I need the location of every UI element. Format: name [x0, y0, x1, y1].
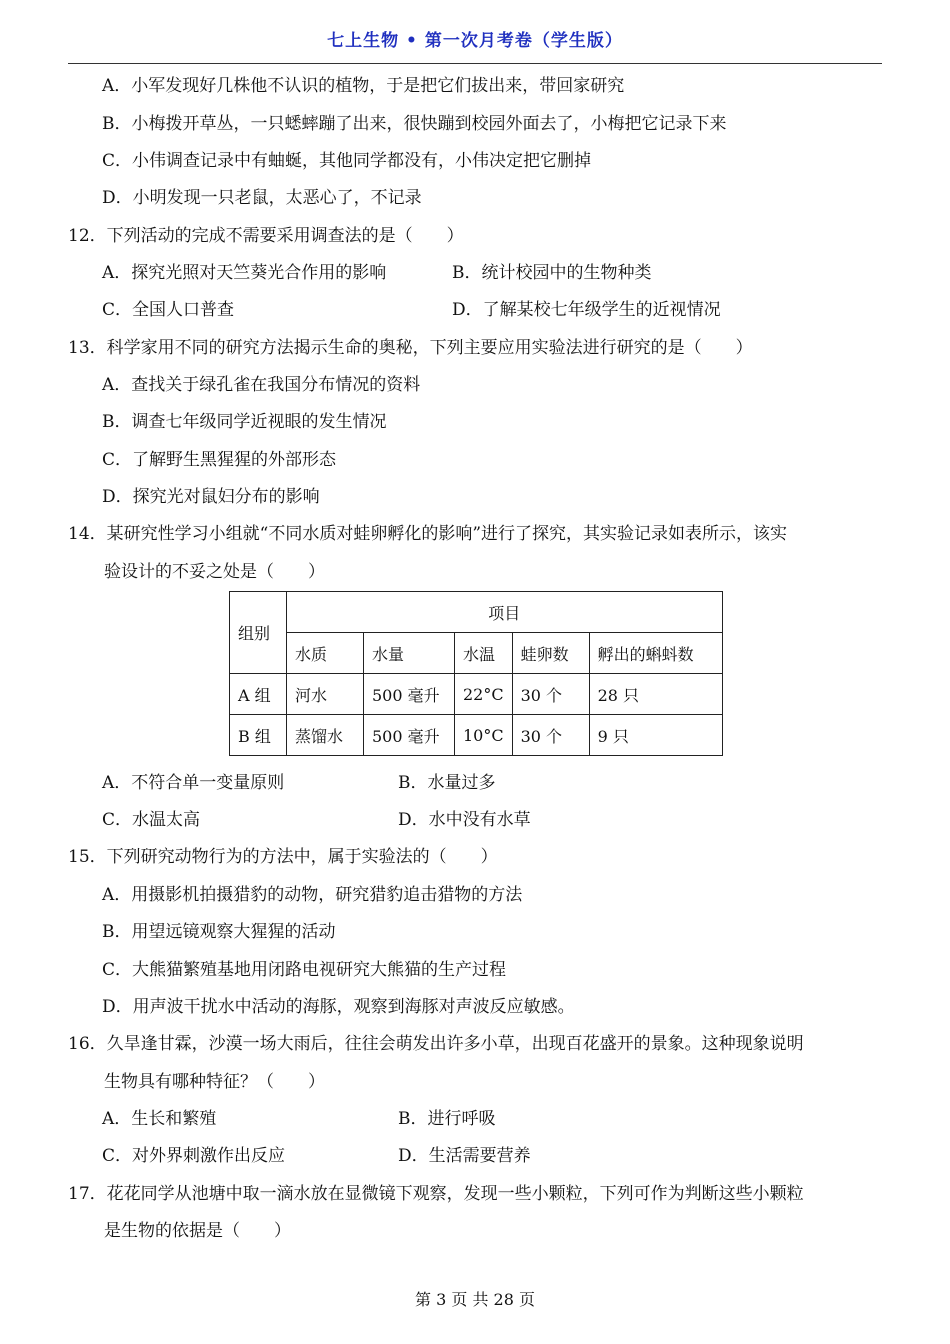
q13-stem: 13．科学家用不同的研究方法揭示生命的奥秘，下列主要应用实验法进行研究的是（ ） [68, 338, 753, 358]
q11-option-c: C．小伟调查记录中有蚰蜒，其他同学都没有，小伟决定把它删掉 [102, 151, 592, 171]
q15-option-c: C．大熊猫繁殖基地用闭路电视研究大熊猫的生产过程 [102, 960, 507, 980]
q15-option-b: B．用望远镜观察大猩猩的活动 [102, 922, 336, 942]
q14-option-a: A．不符合单一变量原则 [102, 773, 285, 793]
q13-option-b: B．调查七年级同学近视眼的发生情况 [102, 412, 387, 432]
q14-option-d: D．水中没有水草 [398, 810, 531, 830]
table-col-header: 水质 [287, 633, 364, 674]
q15-option-d: D．用声波干扰水中活动的海豚，观察到海豚对声波反应敏感。 [102, 997, 575, 1017]
q12-stem: 12．下列活动的完成不需要采用调查法的是（ ） [68, 226, 464, 246]
q17-stem-line1: 17．花花同学从池塘中取一滴水放在显微镜下观察，发现一些小颗粒，下列可作为判断这些小颗粒 [68, 1184, 804, 1204]
q15-stem: 15．下列研究动物行为的方法中，属于实验法的（ ） [68, 847, 498, 867]
table-cell: 22°C [455, 674, 513, 715]
q11-option-b: B．小梅拨开草丛，一只蟋蟀蹦了出来，很快蹦到校园外面去了，小梅把它记录下来 [102, 114, 727, 134]
q11-option-a: A．小军发现好几株他不认识的植物，于是把它们拔出来，带回家研究 [102, 76, 625, 96]
table-cell: 30 个 [512, 674, 589, 715]
table-col-header: 水温 [455, 633, 513, 674]
q16-stem-line2: 生物具有哪种特征？（ ） [104, 1072, 325, 1092]
q13-option-a: A．查找关于绿孔雀在我国分布情况的资料 [102, 375, 421, 395]
q16-option-a: A．生长和繁殖 [102, 1109, 217, 1129]
q12-option-b: B．统计校园中的生物种类 [452, 263, 652, 283]
q14-option-c: C．水温太高 [102, 810, 201, 830]
q14-stem-line1: 14．某研究性学习小组就“不同水质对蛙卵孵化的影响”进行了探究，其实验记录如表所示，该实 [68, 524, 788, 544]
q16-stem-line1: 16．久旱逢甘霖，沙漠一场大雨后，往往会萌发出许多小草，出现百花盛开的景象。这种现象说明 [68, 1034, 804, 1054]
table-col-header: 水量 [364, 633, 455, 674]
header-divider [68, 63, 882, 64]
table-cell: 蒸馏水 [287, 715, 364, 756]
table-cell: 28 只 [589, 674, 722, 715]
table-header-group: 组别 [230, 592, 287, 674]
table-cell: 10°C [455, 715, 513, 756]
q15-option-a: A．用摄影机拍摄猎豹的动物，研究猎豹追击猎物的方法 [102, 885, 523, 905]
table-col-header: 蛙卵数 [512, 633, 589, 674]
q13-option-d: D．探究光对鼠妇分布的影响 [102, 487, 320, 507]
page-number-footer: 第 3 页 共 28 页 [415, 1290, 535, 1309]
table-cell: 500 毫升 [364, 674, 455, 715]
page-header-title: 七上生物 • 第一次月考卷（学生版） [327, 31, 623, 51]
table-cell: B 组 [230, 715, 287, 756]
q16-option-c: C．对外界刺激作出反应 [102, 1146, 286, 1166]
table-cell: 30 个 [512, 715, 589, 756]
table-cell: 9 只 [589, 715, 722, 756]
table-row [230, 715, 723, 756]
q12-option-d: D．了解某校七年级学生的近视情况 [452, 300, 721, 320]
q12-option-a: A．探究光照对天竺葵光合作用的影响 [102, 263, 387, 283]
q11-option-d: D．小明发现一只老鼠，太恶心了，不记录 [102, 188, 422, 208]
q14-stem-line2: 验设计的不妥之处是（ ） [104, 562, 325, 582]
q13-option-c: C．了解野生黑猩猩的外部形态 [102, 450, 337, 470]
q16-option-d: D．生活需要营养 [398, 1146, 531, 1166]
q12-option-c: C．全国人口普查 [102, 300, 235, 320]
q17-stem-line2: 是生物的依据是（ ） [104, 1221, 291, 1241]
experiment-table [229, 591, 723, 756]
table-cell: 河水 [287, 674, 364, 715]
table-col-header: 孵出的蝌蚪数 [589, 633, 722, 674]
q16-option-b: B．进行呼吸 [398, 1109, 496, 1129]
table-header-item: 项目 [287, 592, 723, 633]
table-cell: 500 毫升 [364, 715, 455, 756]
q14-option-b: B．水量过多 [398, 773, 496, 793]
table-cell: A 组 [230, 674, 287, 715]
table-row [230, 674, 723, 715]
